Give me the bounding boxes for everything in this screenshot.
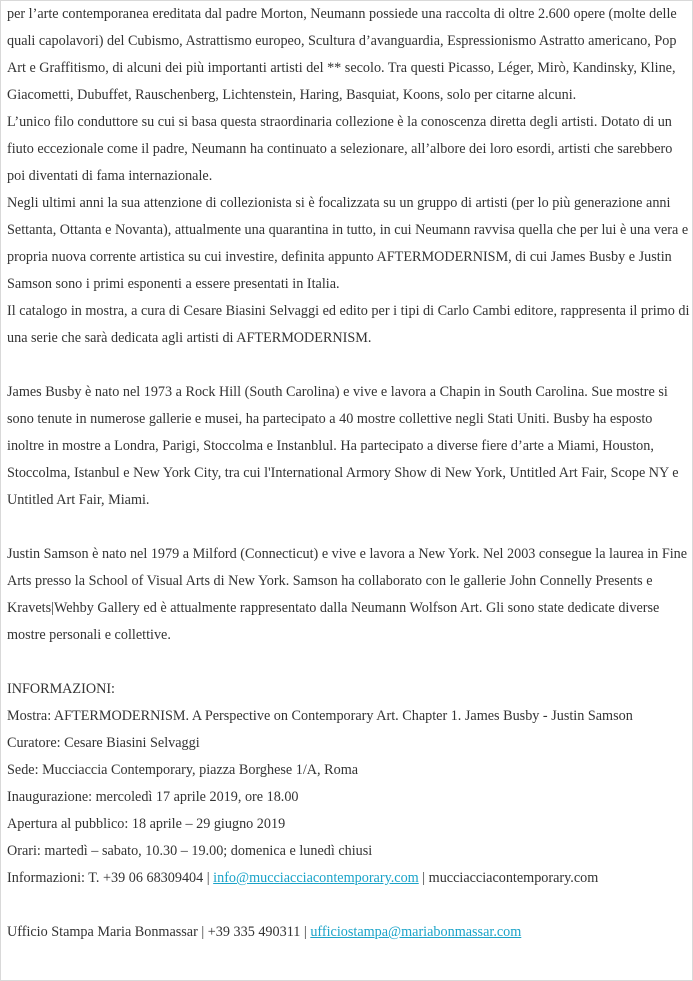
info-apertura: Apertura al pubblico: 18 aprile – 29 giugno 2019	[7, 816, 286, 832]
spacer	[7, 514, 691, 541]
info-website-text: | mucciacciacontemporary.com	[418, 870, 599, 886]
intro-paragraph-catalogue: Il catalogo in mostra, a cura di Cesare Biasini Selvaggi ed edito per i tipi di Carlo Cambi editore, rappresenta il primo di una serie che sarà dedicata agli artisti di AFTERMODERNISM.	[7, 303, 690, 346]
info-contacts	[7, 865, 691, 892]
spacer	[7, 892, 691, 919]
samson-biography: Justin Samson è nato nel 1979 a Milford (Connecticut) e vive e lavora a New York. Nel 2003 consegue la laurea in Fine Arts presso la School of Visual Arts di New York. Samson ha collaborato con le gallerie John Connelly Presents e Kravets|Wehby Gallery ed è attualmente rappresentato dalla Neumann Wolfson Art. Gli sono state dedicate diverse mostre personali e collettive.	[7, 546, 688, 643]
intro-paragraph-aftermodernism: Negli ultimi anni la sua attenzione di collezionista si è focalizzata su un gruppo di artisti (per lo più generazione anni Settanta, Ottanta e Novanta), attualmente una quarantina in tutto, in cui Neumann ravvisa quella che per lui è una vera e propria nuova corrente artistica su cui investire, definita appunto AFTERMODERNISM, di cui James Busby e Justin Samson sono i primi esponenti a essere presentati in Italia.	[7, 195, 689, 292]
info-inaugurazione: Inaugurazione: mercoledì 17 aprile 2019, ore 18.00	[7, 789, 299, 805]
info-orari: Orari: martedì – sabato, 10.30 – 19.00; domenica e lunedì chiusi	[7, 843, 373, 859]
intro-paragraph-collection: per l’arte contemporanea ereditata dal padre Morton, Neumann possiede una raccolta di oltre 2.600 opere (molte delle quali capolavori) del Cubismo, Astrattismo europeo, Scultura d’avanguardia, Espressionismo Astratto americano, Pop Art e Graffitismo, di alcuni dei più importanti artisti del ** secolo. Tra questi Picasso, Léger, Mirò, Kandinsky, Kline, Giacometti, Dubuffet, Rauschenberg, Lichtenstein, Haring, Basquiat, Koons, solo per citarne alcuni.	[7, 6, 677, 103]
info-heading: INFORMAZIONI:	[7, 681, 115, 697]
info-mostra: Mostra: AFTERMODERNISM. A Perspective on Contemporary Art. Chapter 1. James Busby - Justin Samson	[7, 708, 633, 724]
info-curatore: Curatore: Cesare Biasini Selvaggi	[7, 735, 200, 751]
press-email-link[interactable]: ufficiostampa@mariabonmassar.com	[310, 924, 522, 940]
spacer	[7, 352, 691, 379]
spacer	[7, 649, 691, 676]
info-sede: Sede: Mucciaccia Contemporary, piazza Borghese 1/A, Roma	[7, 762, 359, 778]
press-office-line	[7, 919, 691, 946]
busby-biography: James Busby è nato nel 1973 a Rock Hill (South Carolina) e vive e lavora a Chapin in South Carolina. Sue mostre si sono tenute in numerose gallerie e musei, ha partecipato a 40 mostre collettive negli Stati Uniti. Busby ha esposto inoltre in mostre a Londra, Parigi, Stoccolma e Instanblul. Ha partecipato a diverse fiere d’arte a Miami, Houston, Stoccolma, Istanbul e New York City, tra cui l'International Armory Show di New York, Untitled Art Fair, Scope NY e Untitled Art Fair, Miami.	[7, 384, 679, 508]
info-phone-text: Informazioni: T. +39 06 68309404 |	[7, 870, 214, 886]
info-email-link[interactable]: info@mucciacciacontemporary.com	[213, 870, 419, 886]
press-office-text: Ufficio Stampa Maria Bonmassar | +39 335 490311 |	[7, 924, 311, 940]
press-release-document	[7, 1, 691, 946]
intro-paragraph-artists-knowledge: L’unico filo conduttore su cui si basa questa straordinaria collezione è la conoscenza diretta degli artisti. Dotato di un fiuto eccezionale come il padre, Neumann ha continuato a selezionare, all’albore dei loro esordi, artisti che sarebbero poi diventati di fama internazionale.	[7, 114, 673, 184]
